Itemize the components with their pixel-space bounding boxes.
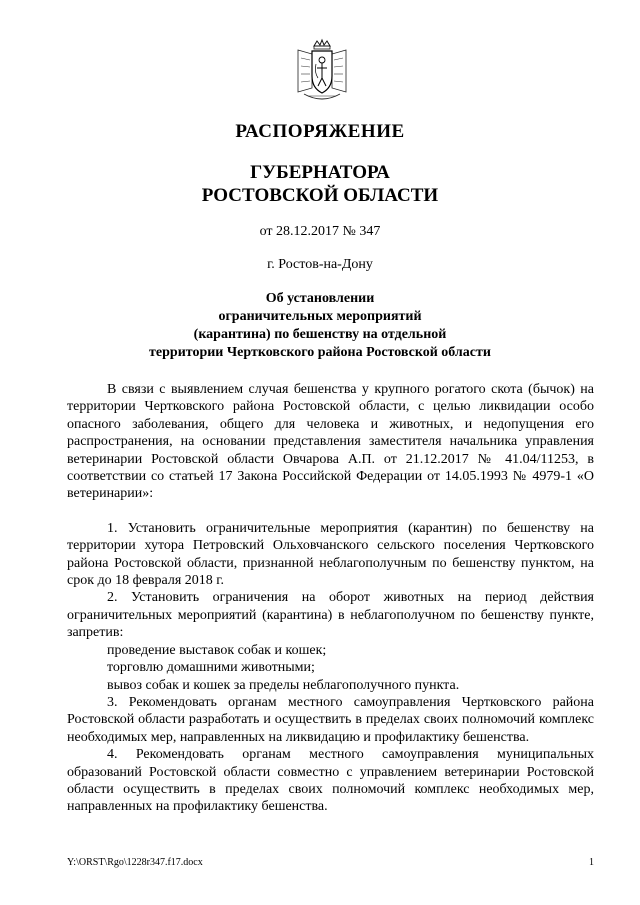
rostov-oblast-coat-of-arms-icon (292, 38, 352, 104)
subject-line: ограничительных мероприятий (218, 309, 422, 324)
subject-line: (карантина) по бешенству на отдельной (193, 327, 447, 342)
issuer-line-2: РОСТОВСКОЙ ОБЛАСТИ (201, 185, 439, 206)
footer-file-path: Y:\ORST\Rgo\1228r347.f17.docx (67, 857, 203, 868)
document-date-number: от 28.12.2017 № 347 (259, 224, 381, 239)
document-subject (0, 290, 640, 362)
issuer-line-1: ГУБЕРНАТОРА (250, 162, 390, 183)
document-city: г. Ростов-на-Дону (267, 257, 373, 272)
item-2-subitem: торговлю домашними животными; (107, 660, 315, 676)
item-2-subitem: вывоз собак и кошек за пределы неблагополучного пункта. (107, 677, 460, 693)
item-3-paragraph: 3. Рекомендовать органам местного самоуправления Чертковского района Ростовской области разработать и осуществить в пределах своих полномочий комплекс необходимых мер, направленных на ликвидацию и профилактику бешенства. (67, 694, 594, 745)
footer-page-number: 1 (589, 857, 594, 868)
document-body (67, 381, 594, 816)
document-title: РАСПОРЯЖЕНИЕ (235, 121, 405, 142)
item-2-subitem: проведение выставок собак и кошек; (107, 642, 327, 658)
subject-line: территории Чертковского района Ростовской области (149, 345, 491, 360)
item-1-paragraph: 1. Установить ограничительные мероприятия (карантин) по бешенству на территории хутора Петровский Ольховчанского сельского поселения Чертковского района Ростовской области, признанной неблагополучным по бешенству пунктом, на срок до 18 февраля 2018 г. (67, 520, 594, 589)
preamble-paragraph: В связи с выявлением случая бешенства у крупного рогатого скота (бычок) на территории Чертковского района Ростовской области, с целью ликвидации особо опасного заболевания, общего для человека и животных, и недопущения его распространения, на основании представления заместителя начальника управления ветеринарии Ростовской области Овчарова А.П. от 21.12.2017 № 41.04/11253, в соответствии со статьей 17 Закона Российской Федерации от 14.05.1993 № 4979-1 «О ветеринарии»: (67, 382, 594, 502)
subject-line: Об установлении (265, 291, 375, 306)
item-2-paragraph: 2. Установить ограничения на оборот животных на период действия ограничительных мероприятий (карантина) в неблагополучном по бешенству пункте, запретив: (67, 590, 594, 641)
item-4-paragraph: 4. Рекомендовать органам местного самоуправления муниципальных образований Ростовской области совместно с управлением ветеринарии Ростовской области осуществить в пределах своих полномочий комплекс необходимых мер, направленных на профилактику бешенства. (67, 747, 594, 815)
